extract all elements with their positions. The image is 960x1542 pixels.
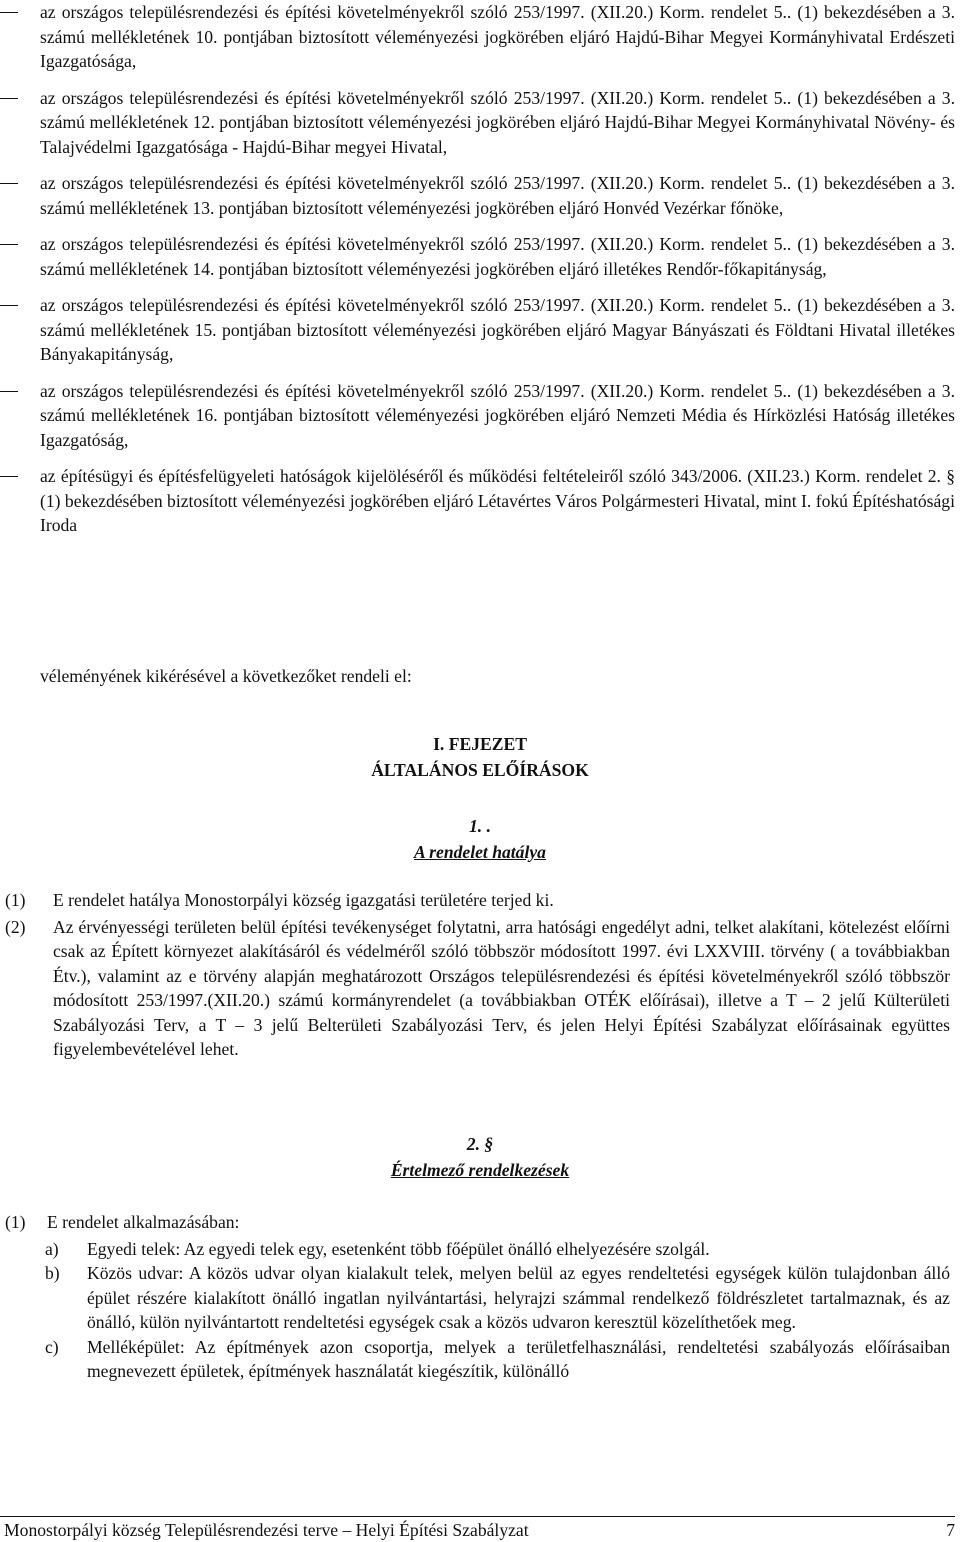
list-item: az országos településrendezési és építési követelményekről szóló 253/1997. (XII.20.) Korm. rendelet 5.. (1) bekezdésében a 3. számú mellékletének 10. pontjában biztosított véleményezési jogkörében eljáró Hajdú-Bihar Megyei Kormányhivatal Erdészeti Igazgatósága, xyxy=(0,0,960,74)
section-1-body xyxy=(5,888,955,1062)
section-number: 2. § xyxy=(466,1134,494,1154)
chapter-heading xyxy=(0,731,960,783)
list-item: az országos településrendezési és építési követelményekről szóló 253/1997. (XII.20.) Korm. rendelet 5.. (1) bekezdésében a 3. számú mellékletének 14. pontjában biztosított véleményezési jogkörében eljáró illetékes Rendőr-főkapitányság, xyxy=(0,232,960,281)
page-footer xyxy=(0,1516,955,1541)
dash-bullet-icon xyxy=(0,391,18,392)
chapter-title: ÁLTALÁNOS ELŐÍRÁSOK xyxy=(371,760,589,780)
definition-item: c) Melléképület: Az építmények azon csoportja, melyek a területfelhasználási, rendeltetési szabályozás előírásaiban megnevezett épületek, építmények használatát kiegészítik, különálló xyxy=(45,1336,950,1381)
list-item: az országos településrendezési és építési követelményekről szóló 253/1997. (XII.20.) Korm. rendelet 5.. (1) bekezdésében a 3. számú mellékletének 13. pontjában biztosított véleményezési jogkörében eljáró Honvéd Vezérkar főnöke, xyxy=(0,171,960,220)
dash-bullet-icon xyxy=(0,305,18,306)
paragraph: (1) E rendelet alkalmazásában: xyxy=(5,1210,955,1235)
section-2-body xyxy=(5,1210,955,1384)
definition-item: b) Közös udvar: A közös udvar olyan kialakult telek, melyen belül az egyes rendeltetési egységek külön tulajdonban álló épület részére kialakított önálló ingatlan nyilvántartási, helyrajzi számmal rendelkező földrészletet tartalmaznak, és az önálló, külön nyilvántartott rendeltetési egységek csak a közös udvaron keresztül közelíthetőek meg. xyxy=(45,1263,950,1332)
section-1-heading xyxy=(0,813,960,865)
definition-item: a) Egyedi telek: Az egyedi telek egy, esetenként több főépület önálló elhelyezésére szolgál. xyxy=(5,1237,955,1262)
page-number: 7 xyxy=(946,1520,955,1540)
opinion-authorities-list xyxy=(0,0,960,550)
list-item: az országos településrendezési és építési követelményekről szóló 253/1997. (XII.20.) Korm. rendelet 5.. (1) bekezdésében a 3. számú mellékletének 16. pontjában biztosított véleményezési jogkörében eljáró Nemzeti Média és Hírközlési Hatóság illetékes Igazgatóság, xyxy=(0,379,960,453)
list-item: az építésügyi és építésfelügyeleti hatóságok kijelöléséről és működési feltételeiről szóló 343/2006. (XII.23.) Korm. rendelet 2. § (1) bekezdésében biztosított véleményezési jogkörében eljáró Létavértes Város Polgármesteri Hivatal, mint I. fokú Építéshatósági Iroda xyxy=(0,464,960,538)
item-letter: a) xyxy=(45,1238,59,1259)
paragraph: (2) Az érvényességi területen belül építési tevékenységet folytatni, arra hatósági engedélyt adni, telket alakítani, kötelezést előírni csak az Épített környezet alakításáról és védelméről szóló többször módosított 1997. évi LXXVIII. törvény ( a továbbiakban Étv.), valamint az e törvény alapján meghatározott Országos településrendezési és építési követelményekről szóló többször módosított 253/1997.(XII.20.) számú kormányrendelet (a továbbiakban OTÉK előírásai), illetve a T – 2 jelű Külterületi Szabályozási Terv, a T – 3 jelű Belterületi Szabályozási Terv, és jelen Helyi Építési Szabályzat előírásainak együttes figyelembevételével lehet. xyxy=(5,916,950,1059)
dash-bullet-icon xyxy=(0,183,18,184)
list-item: az országos településrendezési és építési követelményekről szóló 253/1997. (XII.20.) Korm. rendelet 5.. (1) bekezdésében a 3. számú mellékletének 15. pontjában biztosított véleményezési jogkörében eljáró Magyar Bányászati és Földtani Hivatal illetékes Bányakapitányság, xyxy=(0,293,960,367)
dash-bullet-icon xyxy=(0,12,18,13)
list-item: az országos településrendezési és építési követelményekről szóló 253/1997. (XII.20.) Korm. rendelet 5.. (1) bekezdésében a 3. számú mellékletének 12. pontjában biztosított véleményezési jogkörében eljáró Hajdú-Bihar Megyei Kormányhivatal Növény- és Talajvédelmi Igazgatósága - Hajdú-Bihar megyei Hivatal, xyxy=(0,86,960,160)
closing-sentence: véleményének kikérésével a következőket rendeli el: xyxy=(40,666,412,686)
dash-bullet-icon xyxy=(0,244,18,245)
dash-bullet-icon xyxy=(0,98,18,99)
item-letter: b) xyxy=(45,1263,60,1283)
section-2-heading xyxy=(0,1131,960,1183)
paragraph: (1) E rendelet hatálya Monostorpályi község igazgatási területére terjed ki. xyxy=(5,888,955,913)
paragraph-number: (1) xyxy=(5,890,26,910)
footer-title: Monostorpályi község Településrendezési terve – Helyi Építési Szabályzat xyxy=(4,1520,529,1540)
chapter-number: I. FEJEZET xyxy=(433,734,527,754)
section-title: Értelmező rendelkezések xyxy=(390,1160,570,1180)
dash-bullet-icon xyxy=(0,476,18,477)
section-title: A rendelet hatálya xyxy=(414,842,546,862)
paragraph-number: (1) xyxy=(5,1212,26,1232)
paragraph-number: (2) xyxy=(5,916,26,937)
section-number: 1. . xyxy=(469,816,491,836)
item-letter: c) xyxy=(45,1336,59,1357)
